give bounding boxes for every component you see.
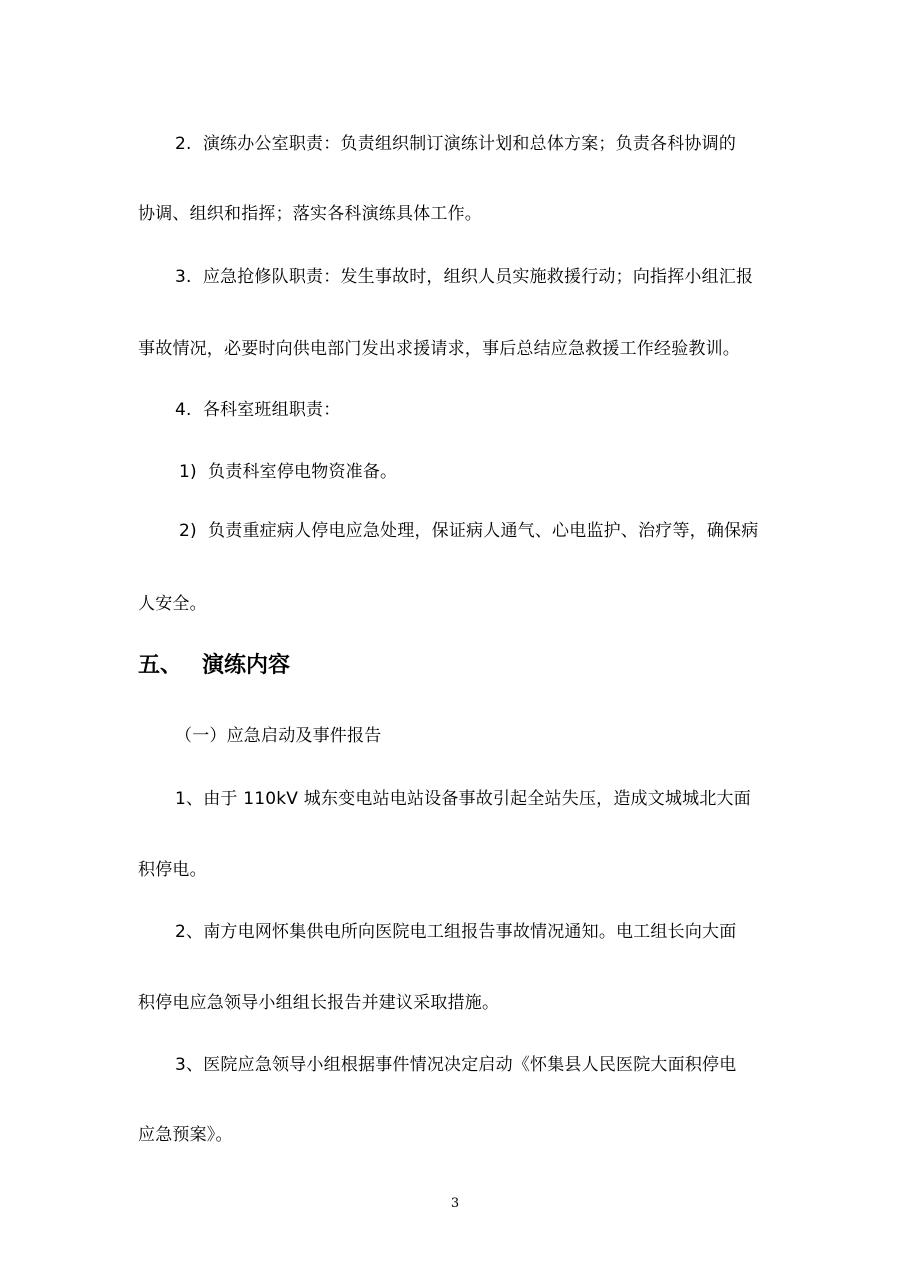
paragraph-line: 2) 负责重症病人停电应急处理，保证病人通气、心电监护、治疗等，确保病 <box>179 521 759 541</box>
paragraph-line: 4. 各科室班组职责： <box>175 400 341 420</box>
paragraph-line: 积停电。 <box>138 860 207 880</box>
section-number: 五、 <box>138 653 183 678</box>
section-title: 演练内容 <box>202 653 291 678</box>
paragraph-line: 协调、组织和指挥；落实各科演练具体工作。 <box>138 204 482 224</box>
paragraph-line: 3. 应急抢修队职责：发生事故时，组织人员实施救援行动；向指挥小组汇报 <box>175 267 754 287</box>
paragraph-line: 2. 演练办公室职责：负责组织制订演练计划和总体方案；负责各科协调的 <box>175 134 737 154</box>
paragraph-line: 1、由于 110kV 城东变电站电站设备事故引起全站失压，造成文城城北大面 <box>175 789 751 809</box>
page-number: 3 <box>450 1196 460 1211</box>
paragraph-line: 3、医院应急领导小组根据事件情况决定启动《怀集县人民医院大面积停电 <box>175 1055 737 1075</box>
paragraph-line: 事故情况，必要时向供电部门发出求援请求，事后总结应急救援工作经验教训。 <box>138 339 740 359</box>
paragraph-line: 人安全。 <box>138 594 207 614</box>
paragraph-line: 积停电应急领导小组组长报告并建议采取措施。 <box>138 993 500 1013</box>
section-heading <box>138 652 290 680</box>
paragraph-line: 2、南方电网怀集供电所向医院电工组报告事故情况通知。电工组长向大面 <box>175 922 737 942</box>
paragraph-line: 1) 负责科室停电物资准备。 <box>179 462 398 482</box>
subsection-title: （一）应急启动及事件报告 <box>175 726 382 746</box>
paragraph-line: 应急预案》。 <box>138 1125 233 1145</box>
